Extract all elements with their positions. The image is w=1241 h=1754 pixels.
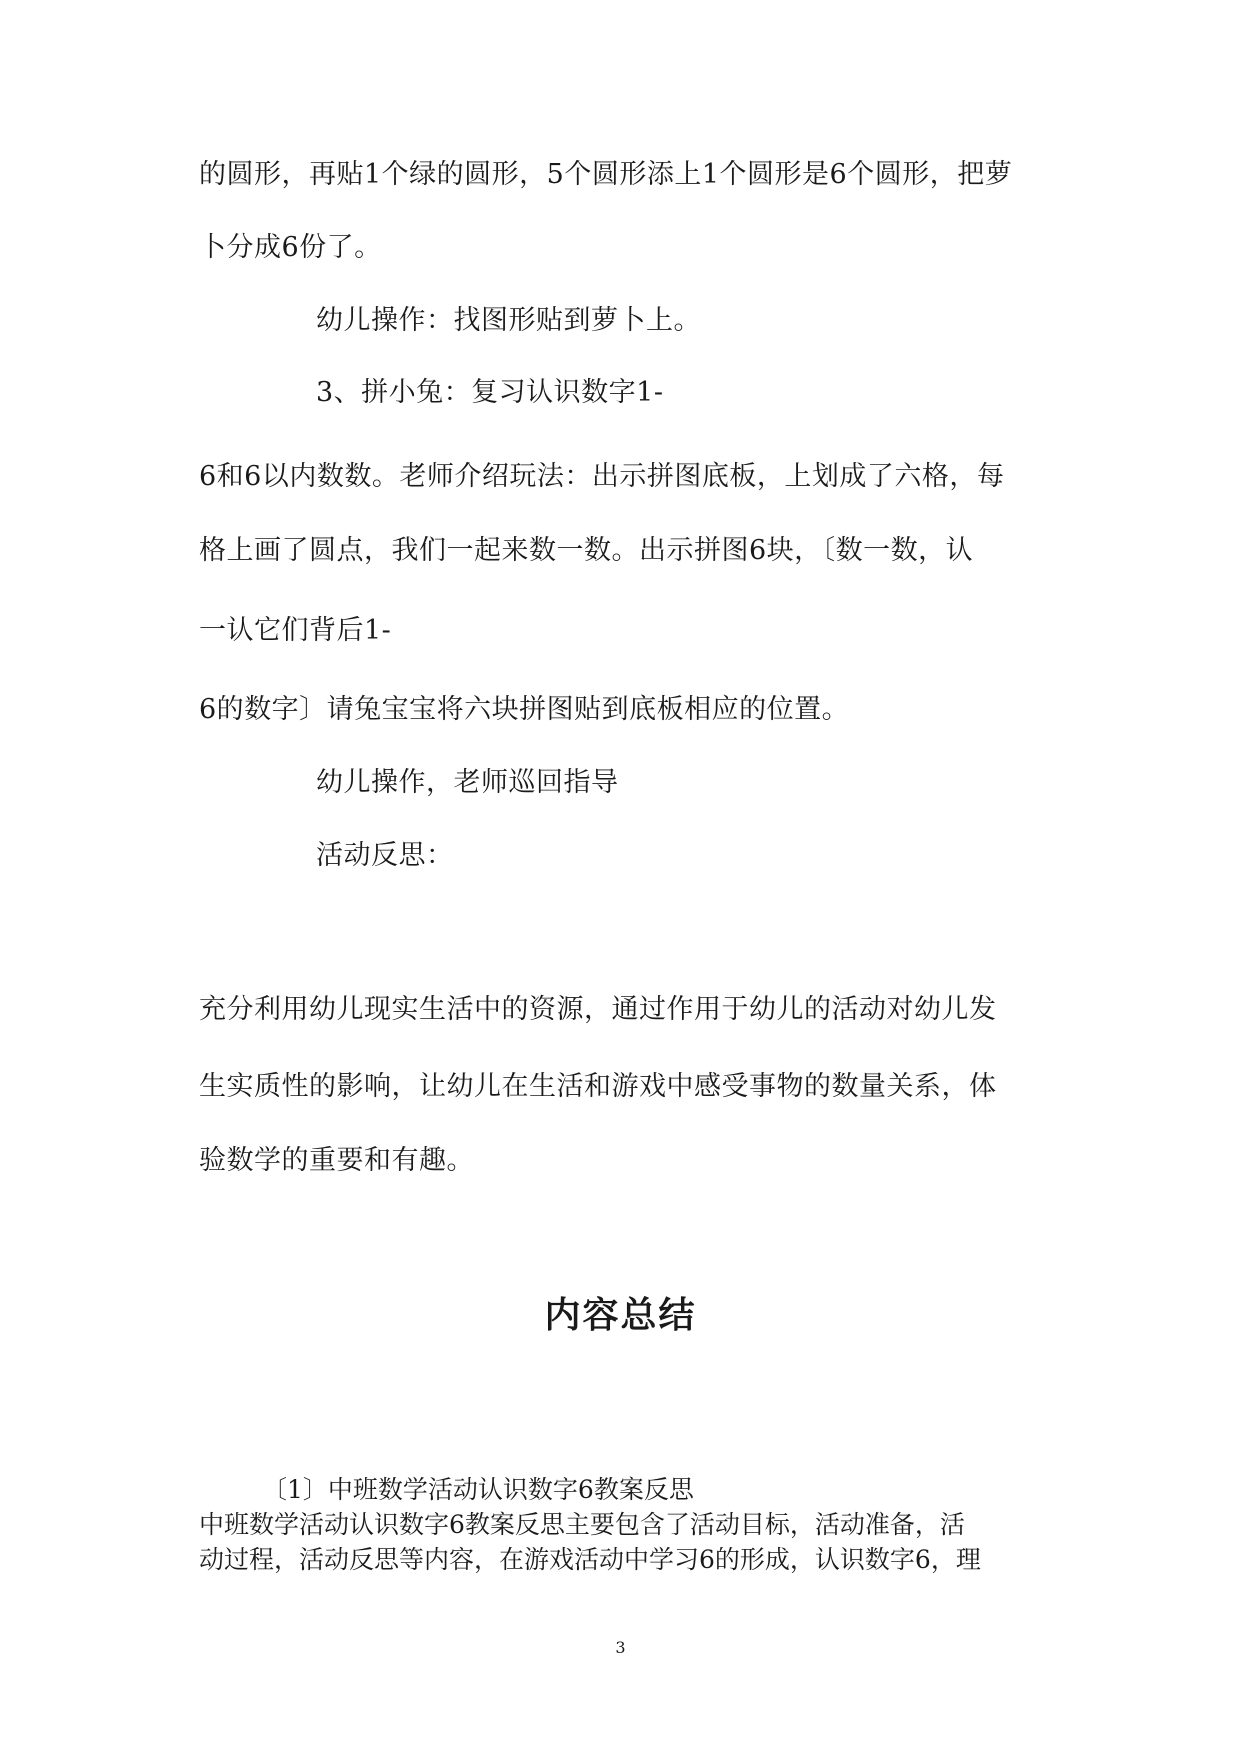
body-line: 验数学的重要和有趣。 — [199, 1145, 474, 1176]
summary-line: 动过程，活动反思等内容，在游戏活动中学习6的形成，认识数字6，理 — [199, 1545, 981, 1574]
body-line: 的圆形，再贴1个绿的圆形，5个圆形添上1个圆形是6个圆形，把萝 — [199, 159, 1013, 190]
body-line: 幼儿操作，老师巡回指导 — [316, 767, 619, 798]
summary-heading: 〔1〕中班数学活动认识数字6教案反思 — [262, 1475, 694, 1504]
body-line: 幼儿操作：找图形贴到萝卜上。 — [316, 305, 701, 336]
body-line: 充分利用幼儿现实生活中的资源，通过作用于幼儿的活动对幼儿发 — [199, 994, 997, 1025]
page-number: 3 — [615, 1638, 626, 1657]
body-line: 生实质性的影响，让幼儿在生活和游戏中感受事物的数量关系，体 — [199, 1071, 997, 1102]
section-heading-reflection: 活动反思： — [316, 840, 454, 871]
body-line: 格上画了圆点，我们一起来数一数。出示拼图6块，〔数一数，认 — [199, 535, 974, 566]
body-line: 6的数字〕请兔宝宝将六块拼图贴到底板相应的位置。 — [199, 694, 850, 725]
summary-line: 中班数学活动认识数字6教案反思主要包含了活动目标，活动准备，活 — [199, 1510, 965, 1539]
body-line: 一认它们背后1- — [199, 615, 392, 646]
body-line: 卜分成6份了。 — [199, 232, 382, 263]
body-line: 3、拼小兔：复习认识数字1- — [316, 377, 664, 408]
summary-title: 内容总结 — [544, 1294, 697, 1336]
body-line: 6和6以内数数。老师介绍玩法：出示拼图底板，上划成了六格，每 — [199, 461, 1005, 492]
